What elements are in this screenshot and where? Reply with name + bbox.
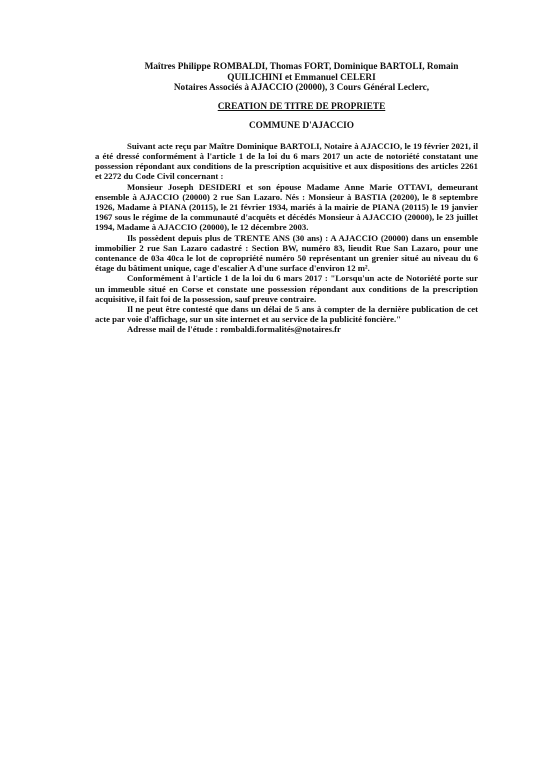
paragraph-owners: Monsieur Joseph DESIDERI et son épouse Madame Anne Marie OTTAVI, demeurant ensemble à AJACCIO (20000) 2 rue San Lazaro. Nés : Monsieur à BASTIA (20200), le 8 septembre 1926, Madame à PIANA (20115), le 21 février 1934, mariés à la mairie de PIANA (20115) le 19 janvier 1967 sous le régime de la communauté d'acquêts et décédés Monsieur à AJACCIO (20000), le 23 juillet 1994, Madame à AJACCIO (20000), le 12 décembre 2003. xyxy=(95,181,478,233)
document-title: CREATION DE TITRE DE PROPRIETE xyxy=(217,101,386,112)
notice-document xyxy=(95,62,478,335)
notary-header xyxy=(125,62,478,94)
document-body xyxy=(95,141,478,335)
header-line-1: Maîtres Philippe ROMBALDI, Thomas FORT, Dominique BARTOLI, Romain xyxy=(144,62,459,72)
header-line-2: QUILICHINI et Emmanuel CELERI xyxy=(227,72,376,83)
paragraph-law: Conformément à l'article 1 de la loi du 6 mars 2017 : "Lorsqu'un acte de Notoriété porte sur un immeuble situé en Corse et constate une possession répondant aux conditions de la prescription acquisitive, il fait foi de la possession, sauf preuve contraire. xyxy=(95,273,478,304)
header-line-3: Notaires Associés à AJACCIO (20000), 3 Cours Général Leclerc, xyxy=(173,83,430,94)
commune-heading: COMMUNE D'AJACCIO xyxy=(248,120,355,131)
paragraph-property: Ils possèdent depuis plus de TRENTE ANS (30 ans) : A AJACCIO (20000) dans un ensemble immobilier 2 rue San Lazaro cadastré : Section BW, numéro 83, lieudit Rue San Lazaro, pour une contenance de 03a 40ca le lot de copropriété numéro 50 représentant un grenier situé au niveau du 6 étage du bâtiment unique, cage d'escalier A d'une surface d'environ 12 m². xyxy=(95,232,478,274)
paragraph-email: Adresse mail de l'étude : rombaldi.formalités@notaires.fr xyxy=(127,324,341,335)
paragraph-act: Suivant acte reçu par Maître Dominique BARTOLI, Notaire à AJACCIO, le 19 février 2021, il a été dressé conformément à l'article 1 de la loi du 6 mars 2017 un acte de notoriété constatant une possession répondant aux conditions de la prescription acquisitive et aux dispositions des articles 2261 et 2272 du Code Civil concernant : xyxy=(95,140,478,182)
paragraph-contest: Il ne peut être contesté que dans un délai de 5 ans à compter de la dernière publication de cet acte par voie d'affichage, sur un site internet et au service de la publicité foncière." xyxy=(95,304,478,325)
